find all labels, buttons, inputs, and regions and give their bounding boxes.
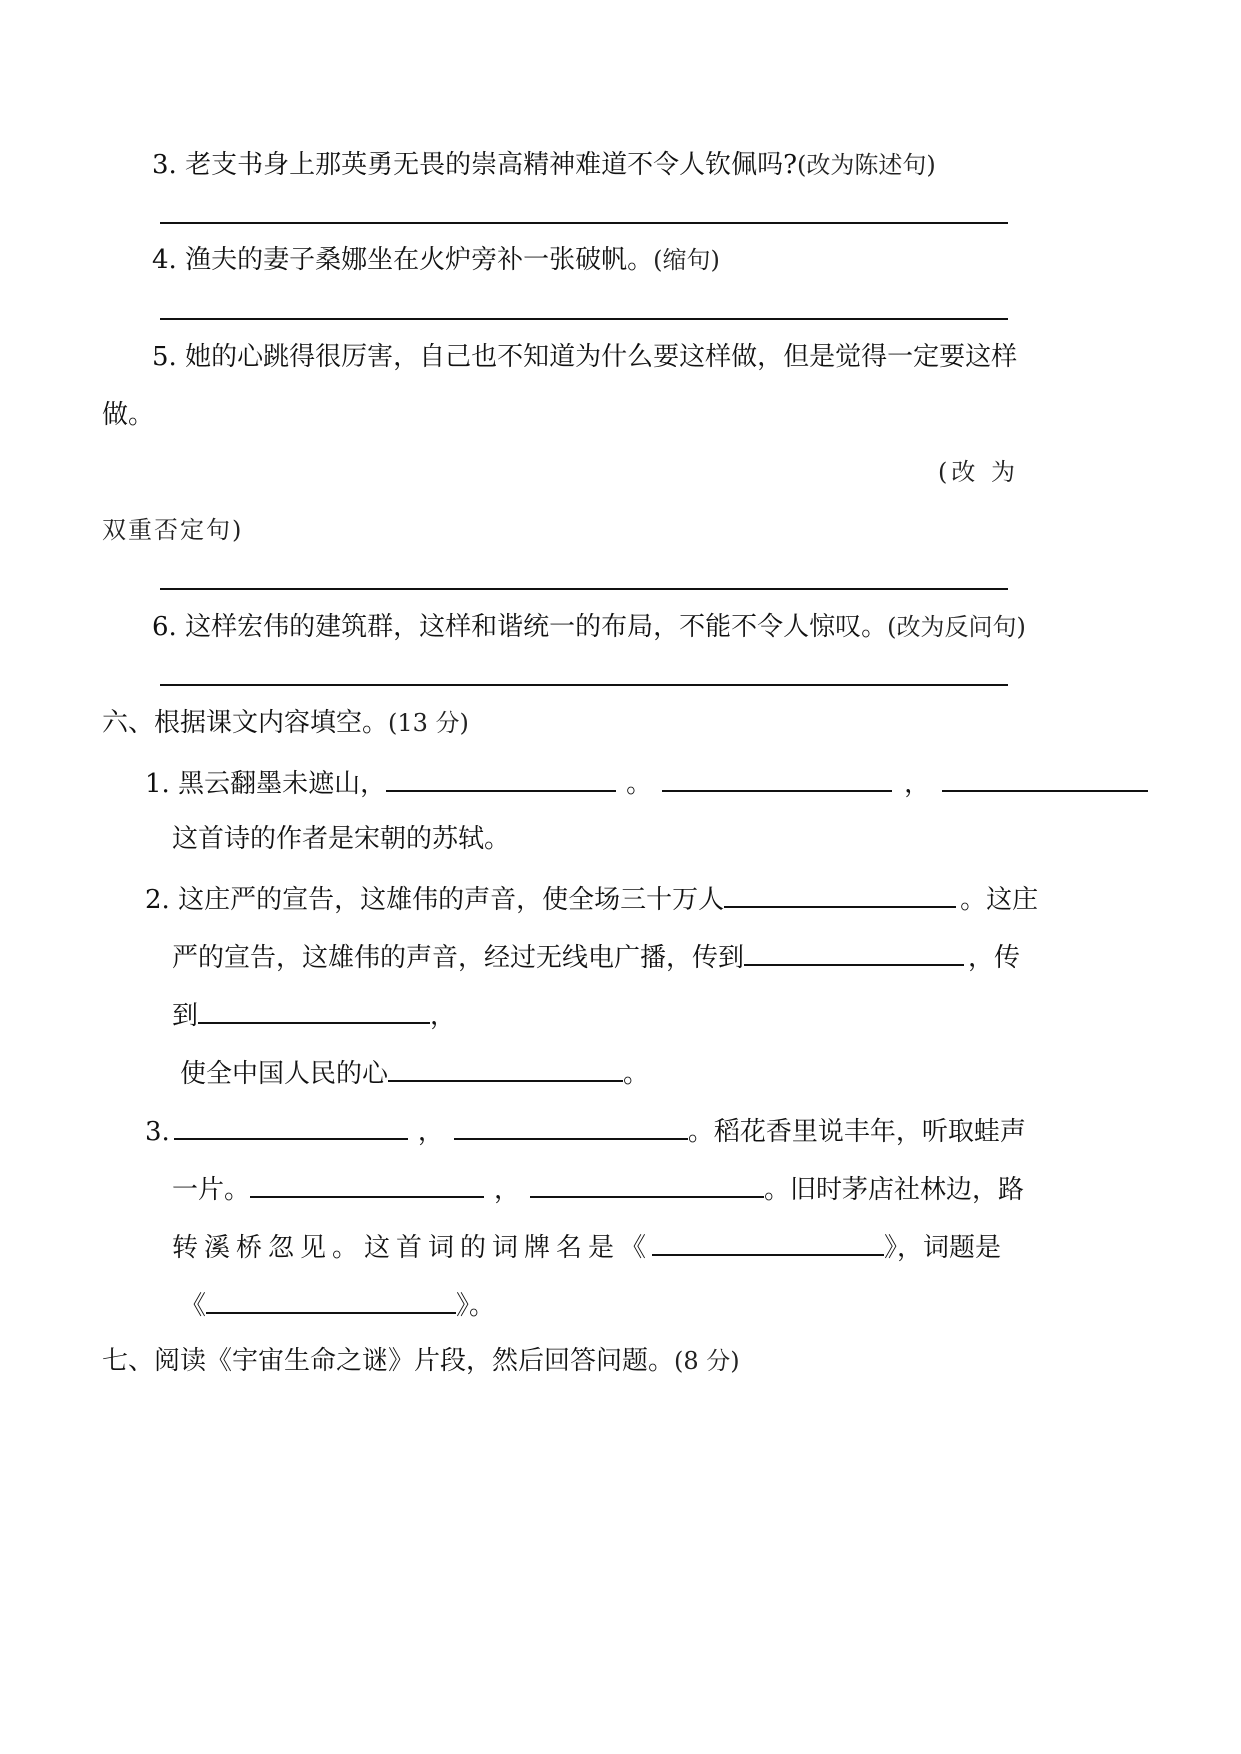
sec6-q2-line2: 严的宣告，这雄伟的声音，经过无线电广播，传到 ，传 [172, 943, 1021, 973]
answer-line-q5-4[interactable] [160, 318, 1008, 320]
q5-item5-line2: 做。 [102, 400, 155, 430]
q5-item4-note: (缩句) [653, 246, 720, 274]
blank[interactable] [530, 1174, 764, 1198]
sec6-q1-line2: 这首诗的作者是宋朝的苏轼。 [172, 824, 511, 854]
section7-heading: 七、阅读《宇宙生命之谜》片段，然后回答问题。(8 分) [102, 1346, 740, 1376]
q5-item3-note: (改为陈述句) [797, 151, 936, 179]
answer-line-q5-6[interactable] [160, 684, 1008, 686]
section6-heading: 六、根据课文内容填空。(13 分) [102, 708, 469, 738]
sec6-q1-line1: 1. 黑云翻墨未遮山， 。 ， [145, 768, 1148, 797]
sec6-q3-line1: 3. ， 。稻花香里说丰年，听取蛙声 [145, 1117, 1026, 1147]
blank[interactable] [744, 942, 964, 966]
sec6-q2-line3: 到 ， [172, 1001, 457, 1031]
blank[interactable] [198, 1000, 430, 1024]
answer-line-q5-5[interactable] [160, 588, 1008, 590]
blank[interactable] [388, 1058, 623, 1082]
blank[interactable] [386, 768, 616, 792]
q5-item6-note: (改为反问句) [887, 613, 1026, 641]
q5-item5-note-b: 双重否定句) [102, 516, 244, 544]
q5-item5-line1: 5. 她的心跳得很厉害，自己也不知道为什么要这样做，但是觉得一定要这样 [152, 342, 1018, 372]
q5-item6: 6. 这样宏伟的建筑群，这样和谐统一的布局，不能不令人惊叹。(改为反问句) [152, 612, 1026, 642]
sec6-q3-line2: 一片。 ， 。旧时茅店社林边，路 [172, 1175, 1025, 1205]
blank[interactable] [206, 1290, 456, 1314]
blank[interactable] [454, 1116, 688, 1140]
answer-line-q5-3[interactable] [160, 222, 1008, 224]
section7-score: (8 分) [674, 1347, 740, 1375]
q5-item4: 4. 渔夫的妻子桑娜坐在火炉旁补一张破帆。(缩句) [152, 245, 720, 275]
sec6-q3-line3: 转溪桥忽见。这首词的词牌名是《 》，词题是 [172, 1233, 1002, 1263]
q5-item3: 3. 老支书身上那英勇无畏的崇高精神难道不令人钦佩吗?(改为陈述句) [152, 150, 936, 180]
sec6-q3-line4: 《 》。 [180, 1291, 496, 1321]
blank[interactable] [652, 1232, 884, 1256]
section6-score: (13 分) [388, 709, 469, 737]
blank[interactable] [174, 1116, 408, 1140]
sec6-q2-line4: 使全中国人民的心 。 [180, 1059, 650, 1089]
blank[interactable] [942, 768, 1148, 792]
blank[interactable] [724, 884, 956, 908]
q5-item5-note-a: (改 为 [938, 458, 1019, 486]
blank[interactable] [662, 768, 892, 792]
blank[interactable] [250, 1174, 484, 1198]
sec6-q2-line1: 2. 这庄严的宣告，这雄伟的声音，使全场三十万人 。这庄 [145, 885, 1039, 915]
